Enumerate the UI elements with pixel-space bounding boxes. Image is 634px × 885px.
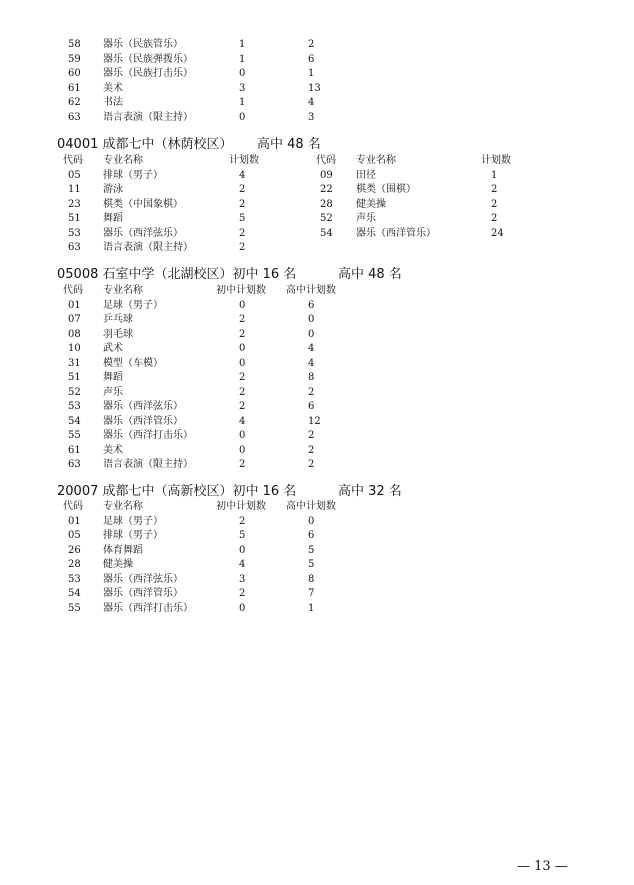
header-junior-count: 初中计划数 [216, 285, 266, 296]
major-name-cell: 美术 [103, 82, 123, 94]
major-name-cell: 美术 [103, 444, 123, 456]
code-cell: 28 [320, 198, 333, 210]
code-cell: 53 [68, 227, 81, 239]
header-junior-count: 初中计划数 [216, 501, 266, 512]
code-cell: 51 [68, 372, 81, 383]
senior-count-cell: 0 [308, 328, 315, 340]
junior-count-cell: 0 [239, 430, 246, 441]
count-cell: 24 [491, 227, 504, 239]
header-senior-count: 高中计划数 [286, 501, 336, 512]
major-name-cell: 语言表演（限主持） [103, 111, 193, 123]
senior-count-cell: 4 [308, 357, 315, 369]
major-name-cell: 健美操 [356, 198, 386, 210]
code-cell: 55 [68, 430, 81, 441]
major-name-cell: 器乐（西洋管乐） [356, 227, 436, 239]
major-name-cell: 器乐（西洋管乐） [103, 415, 183, 427]
code-cell: 55 [68, 602, 81, 614]
code-cell: 52 [68, 386, 81, 398]
code-cell: 62 [68, 97, 81, 108]
code-cell: 51 [68, 213, 81, 224]
senior-count-cell: 4 [308, 343, 315, 354]
section-title-quota: 高中 32 名 [338, 484, 402, 499]
code-cell: 60 [68, 68, 81, 79]
junior-count-cell: 4 [239, 415, 246, 427]
major-name-cell: 足球（男子） [103, 515, 163, 527]
header-major: 专业名称 [103, 155, 143, 166]
major-name-cell: 棋类（围棋） [356, 184, 416, 195]
page-number: — 13 — [517, 859, 568, 874]
code-cell: 61 [68, 82, 81, 94]
section-title-quota: 高中 48 名 [338, 267, 402, 282]
major-name-cell: 舞蹈 [103, 372, 123, 383]
count-cell: 13 [308, 82, 321, 94]
major-name-cell: 田径 [356, 169, 376, 181]
junior-count-cell: 3 [239, 573, 246, 585]
junior-count-cell: 0 [239, 444, 246, 456]
count-cell: 2 [239, 227, 246, 239]
code-cell: 54 [320, 227, 333, 239]
major-name-cell: 棋类（中国象棋） [103, 198, 183, 210]
header-major: 专业名称 [103, 501, 143, 512]
header-major: 专业名称 [356, 155, 396, 166]
senior-count-cell: 2 [308, 386, 315, 398]
code-cell: 53 [68, 573, 81, 585]
major-name-cell: 器乐（民族管乐） [103, 39, 183, 50]
code-cell: 09 [320, 169, 333, 181]
count-cell: 1 [491, 169, 498, 181]
major-name-cell: 器乐（西洋打击乐） [103, 430, 193, 441]
section-title-school: 04001 成都七中（林荫校区） [57, 137, 233, 152]
junior-count-cell: 0 [239, 357, 246, 369]
header-code: 代码 [63, 501, 83, 512]
code-cell: 11 [68, 184, 81, 195]
header-code: 代码 [316, 155, 336, 166]
senior-count-cell: 0 [308, 515, 315, 527]
count-cell: 1 [239, 39, 246, 50]
code-cell: 54 [68, 415, 81, 427]
junior-count-cell: 0 [239, 544, 246, 556]
count-cell: 2 [239, 198, 246, 210]
major-name-cell: 羽毛球 [103, 328, 133, 340]
header-senior-count: 高中计划数 [286, 285, 336, 296]
junior-count-cell: 2 [239, 314, 246, 325]
count-cell: 3 [239, 82, 246, 94]
junior-count-cell: 0 [239, 343, 246, 354]
major-name-cell: 健美操 [103, 559, 133, 570]
major-name-cell: 舞蹈 [103, 213, 123, 224]
senior-count-cell: 2 [308, 459, 315, 470]
count-cell: 1 [239, 53, 246, 65]
code-cell: 31 [68, 357, 81, 369]
major-name-cell: 排球（男子） [103, 530, 163, 541]
senior-count-cell: 5 [308, 544, 315, 556]
major-name-cell: 器乐（西洋弦乐） [103, 227, 183, 239]
code-cell: 23 [68, 198, 81, 210]
code-cell: 63 [68, 459, 81, 470]
count-cell: 0 [239, 111, 246, 123]
count-cell: 4 [308, 97, 315, 108]
major-name-cell: 排球（男子） [103, 169, 163, 181]
code-cell: 63 [68, 242, 81, 253]
count-cell: 5 [239, 213, 246, 224]
header-code: 代码 [63, 285, 83, 296]
junior-count-cell: 2 [239, 328, 246, 340]
major-name-cell: 语言表演（限主持） [103, 242, 193, 253]
code-cell: 52 [320, 213, 333, 224]
senior-count-cell: 8 [308, 573, 315, 585]
major-name-cell: 足球（男子） [103, 299, 163, 311]
count-cell: 2 [239, 184, 246, 195]
code-cell: 61 [68, 444, 81, 456]
junior-count-cell: 2 [239, 515, 246, 527]
header-major: 专业名称 [103, 285, 143, 296]
major-name-cell: 器乐（西洋弦乐） [103, 401, 183, 412]
major-name-cell: 游泳 [103, 184, 123, 195]
code-cell: 53 [68, 401, 81, 412]
code-cell: 07 [68, 314, 81, 325]
major-name-cell: 器乐（民族打击乐） [103, 68, 193, 79]
code-cell: 22 [320, 184, 333, 195]
count-cell: 2 [491, 198, 498, 210]
senior-count-cell: 12 [308, 415, 321, 427]
junior-count-cell: 2 [239, 401, 246, 412]
section-title-school: 05008 石室中学（北湖校区）初中 16 名 [57, 267, 297, 282]
senior-count-cell: 8 [308, 372, 315, 383]
major-name-cell: 书法 [103, 97, 123, 108]
count-cell: 3 [308, 111, 315, 123]
senior-count-cell: 2 [308, 430, 315, 441]
section-title-school: 20007 成都七中（高新校区）初中 16 名 [57, 484, 297, 499]
code-cell: 28 [68, 559, 81, 570]
senior-count-cell: 1 [308, 602, 315, 614]
senior-count-cell: 6 [308, 401, 315, 412]
code-cell: 05 [68, 530, 81, 541]
code-cell: 10 [68, 343, 81, 354]
major-name-cell: 模型（车模） [103, 357, 163, 369]
junior-count-cell: 5 [239, 530, 246, 541]
major-name-cell: 器乐（西洋打击乐） [103, 602, 193, 614]
major-name-cell: 武术 [103, 343, 123, 354]
count-cell: 0 [239, 68, 246, 79]
code-cell: 26 [68, 544, 81, 556]
code-cell: 59 [68, 53, 81, 65]
code-cell: 54 [68, 588, 81, 599]
count-cell: 1 [239, 97, 246, 108]
code-cell: 05 [68, 169, 81, 181]
count-cell: 1 [308, 68, 315, 79]
major-name-cell: 器乐（西洋弦乐） [103, 573, 183, 585]
code-cell: 01 [68, 515, 81, 527]
senior-count-cell: 6 [308, 299, 315, 311]
major-name-cell: 声乐 [103, 386, 123, 398]
header-code: 代码 [63, 155, 83, 166]
count-cell: 2 [491, 213, 498, 224]
major-name-cell: 体育舞蹈 [103, 544, 143, 556]
major-name-cell: 乒乓球 [103, 314, 133, 325]
junior-count-cell: 2 [239, 588, 246, 599]
code-cell: 01 [68, 299, 81, 311]
senior-count-cell: 7 [308, 588, 315, 599]
code-cell: 58 [68, 39, 81, 50]
junior-count-cell: 0 [239, 299, 246, 311]
header-count: 计划数 [481, 155, 511, 166]
junior-count-cell: 2 [239, 459, 246, 470]
major-name-cell: 语言表演（限主持） [103, 459, 193, 470]
junior-count-cell: 0 [239, 602, 246, 614]
count-cell: 2 [491, 184, 498, 195]
senior-count-cell: 6 [308, 530, 315, 541]
code-cell: 08 [68, 328, 81, 340]
section-title-quota: 高中 48 名 [257, 137, 321, 152]
major-name-cell: 器乐（西洋管乐） [103, 588, 183, 599]
major-name-cell: 器乐（民族弹拨乐） [103, 53, 193, 65]
count-cell: 2 [239, 242, 246, 253]
senior-count-cell: 0 [308, 314, 315, 325]
junior-count-cell: 4 [239, 559, 246, 570]
senior-count-cell: 2 [308, 444, 315, 456]
header-count: 计划数 [229, 155, 259, 166]
junior-count-cell: 2 [239, 372, 246, 383]
count-cell: 6 [308, 53, 315, 65]
count-cell: 4 [239, 169, 246, 181]
major-name-cell: 声乐 [356, 213, 376, 224]
code-cell: 63 [68, 111, 81, 123]
junior-count-cell: 2 [239, 386, 246, 398]
senior-count-cell: 5 [308, 559, 315, 570]
count-cell: 2 [308, 39, 315, 50]
